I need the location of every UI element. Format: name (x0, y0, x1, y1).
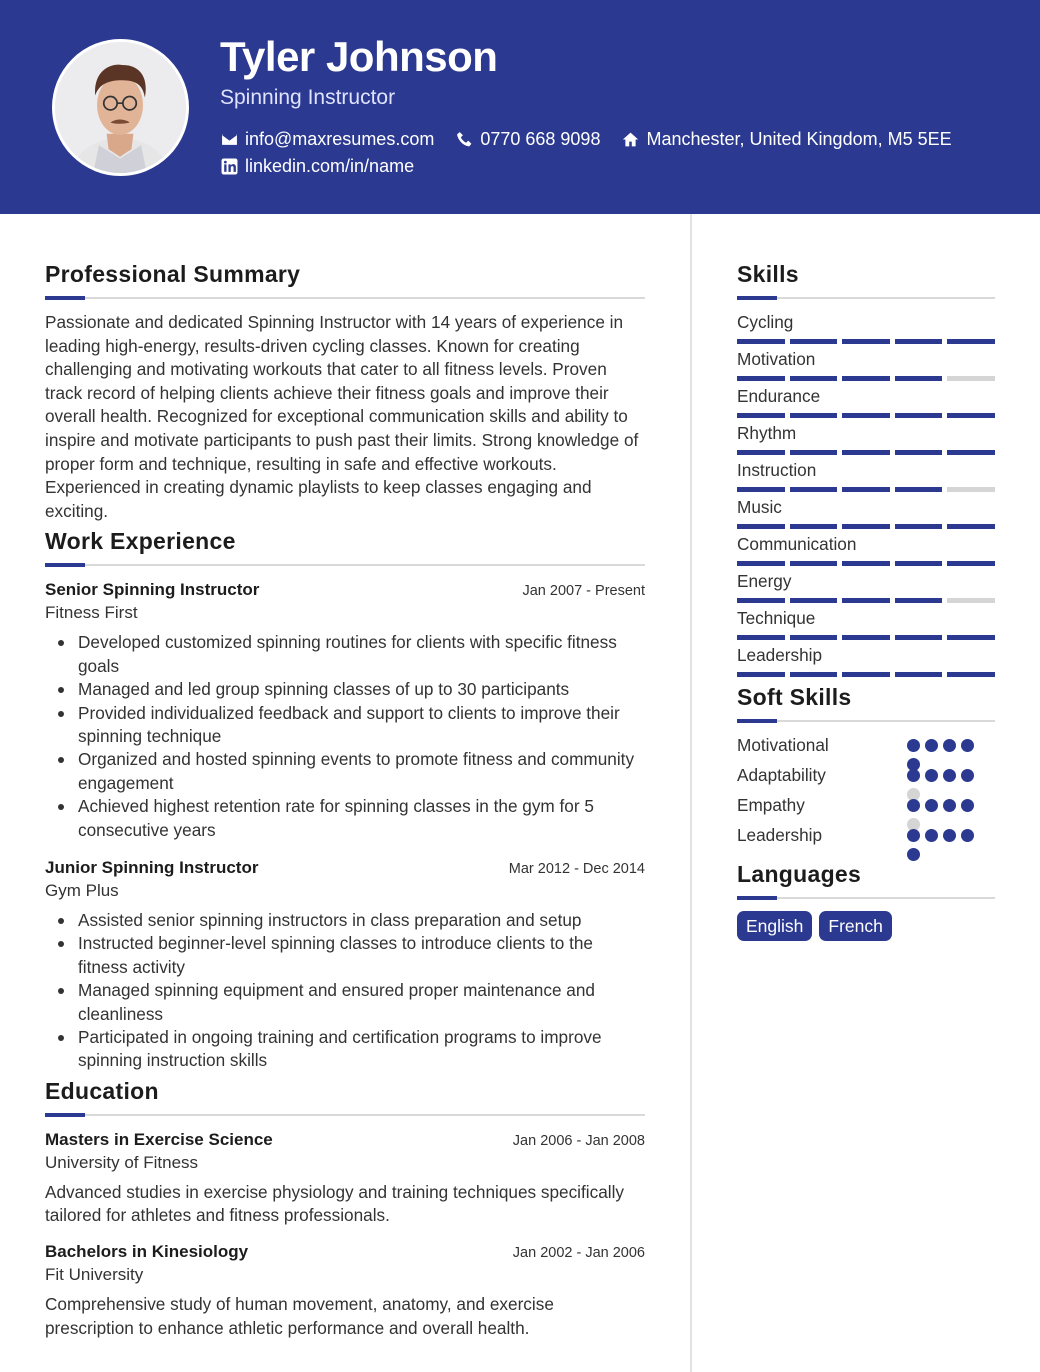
soft-skill-name: Adaptability (737, 765, 826, 785)
skill-item (737, 570, 995, 603)
skill-item (737, 644, 995, 677)
skill-level-segment (842, 672, 890, 677)
education-list (45, 1128, 645, 1340)
skill-level-segment (947, 450, 995, 455)
skill-name: Motivation (737, 349, 816, 369)
education-description: Advanced studies in exercise physiology and training techniques specifically tailored for athletes and fitness professionals. (45, 1181, 624, 1226)
education-degree: Masters in Exercise Science (45, 1129, 273, 1149)
language-badge: English (737, 911, 812, 941)
skill-level-segment (895, 524, 943, 529)
soft-skill-name: Empathy (737, 795, 805, 815)
experience-section (45, 525, 645, 1073)
soft-skill-name: Motivational (737, 735, 829, 755)
skill-level-segment (947, 376, 995, 381)
skill-level-segment (737, 598, 785, 603)
job-organization: Fitness First (45, 603, 138, 623)
education-heading: Education (45, 1077, 159, 1104)
skill-level-segment (842, 487, 890, 492)
skills-heading: Skills (737, 261, 799, 287)
bullet-item: Instructed beginner-level spinning classes to introduce clients to the fitness activity (78, 932, 645, 979)
rating-dot (943, 739, 956, 752)
skill-level-segment (842, 376, 890, 381)
skill-level-segment (790, 524, 838, 529)
profile-photo (52, 39, 189, 176)
skill-level-segment (737, 450, 785, 455)
skill-name: Instruction (737, 460, 817, 480)
rating-dot (943, 799, 956, 812)
rating-dot (943, 769, 956, 782)
skill-level-bar (737, 672, 995, 677)
soft-skills-list (737, 734, 995, 854)
education-school: University of Fitness (45, 1152, 199, 1172)
rating-dot (961, 769, 974, 782)
skill-name: Energy (737, 571, 792, 591)
skill-level-segment (790, 598, 838, 603)
phone-text: 0770 668 9098 (480, 129, 601, 149)
job-role: Senior Spinning Instructor (45, 580, 260, 600)
skill-level-segment (947, 339, 995, 344)
rating-dot (961, 739, 974, 752)
soft-skill-name: Leadership (737, 825, 823, 845)
skill-item (737, 385, 995, 418)
portrait-image (55, 42, 186, 173)
bullet-item: Organized and hosted spinning events to promote fitness and community engagement (78, 748, 645, 795)
skill-level-segment (790, 561, 838, 566)
skill-level-segment (947, 635, 995, 640)
skill-level-segment (737, 524, 785, 529)
skill-name: Cycling (737, 312, 794, 332)
candidate-name: Tyler Johnson (220, 33, 498, 80)
skill-level-segment (895, 561, 943, 566)
skill-level-bar (737, 524, 995, 529)
rating-dot (925, 799, 938, 812)
skill-level-segment (737, 376, 785, 381)
skill-level-segment (790, 672, 838, 677)
job-dates: Mar 2012 - Dec 2014 (508, 861, 645, 877)
skill-name: Communication (737, 534, 857, 554)
section-rule (45, 564, 645, 566)
skill-level-segment (737, 672, 785, 677)
skill-level-segment (790, 450, 838, 455)
rating-dot (925, 769, 938, 782)
skill-level-segment (895, 672, 943, 677)
skill-level-segment (790, 487, 838, 492)
jobs-list (45, 578, 645, 1073)
skill-level-segment (895, 487, 943, 492)
education-school: Fit University (45, 1265, 144, 1285)
rating-dot (907, 829, 920, 842)
skill-level-bar (737, 487, 995, 492)
job-header (45, 856, 645, 880)
skill-level-bar (737, 450, 995, 455)
skills-list (737, 311, 995, 677)
skill-level-segment (842, 339, 890, 344)
column-divider (690, 214, 692, 1372)
bullet-item: Managed spinning equipment and ensured proper maintenance and cleanliness (78, 979, 645, 1026)
bullet-item: Provided individualized feedback and support to clients to improve their spinning technique (78, 702, 645, 749)
job-role: Junior Spinning Instructor (45, 858, 259, 877)
skill-level-bar (737, 413, 995, 418)
email-text: info@maxresumes.com (245, 129, 435, 149)
rating-dot (925, 829, 938, 842)
skill-level-segment (790, 635, 838, 640)
soft-skill-item (737, 824, 995, 854)
skill-level-segment (842, 635, 890, 640)
education-entry (45, 1240, 645, 1340)
language-badge: French (819, 911, 891, 941)
skill-item (737, 422, 995, 455)
skill-name: Rhythm (737, 423, 797, 443)
soft-skills-heading: Soft Skills (737, 684, 852, 710)
email-contact[interactable] (221, 129, 434, 150)
skill-level-segment (737, 339, 785, 344)
section-rule (737, 897, 995, 899)
skill-name: Technique (737, 608, 816, 628)
section-rule (737, 297, 995, 299)
rating-dot (907, 739, 920, 752)
linkedin-text: linkedin.com/in/name (245, 156, 415, 176)
bullet-item: Assisted senior spinning instructors in class preparation and setup (78, 909, 645, 932)
skill-level-segment (895, 413, 943, 418)
skill-level-segment (947, 672, 995, 677)
education-dates: Jan 2002 - Jan 2006 (512, 1245, 645, 1262)
address-text: Manchester, United Kingdom, M5 5EE (646, 129, 952, 149)
skill-level-segment (895, 635, 943, 640)
skill-level-segment (895, 450, 943, 455)
skill-level-segment (737, 487, 785, 492)
skill-item (737, 496, 995, 529)
contact-line-2 (221, 156, 436, 177)
skill-level-segment (947, 524, 995, 529)
skill-item (737, 459, 995, 492)
section-rule (737, 720, 995, 722)
skill-level-segment (895, 376, 943, 381)
summary-section (45, 258, 645, 523)
skill-level-segment (947, 561, 995, 566)
main-column (45, 258, 645, 1340)
education-entry (45, 1128, 645, 1228)
rating-dot (907, 799, 920, 812)
skill-item (737, 533, 995, 566)
skill-name: Leadership (737, 645, 823, 665)
rating-dot (943, 829, 956, 842)
job-entry (45, 578, 645, 842)
summary-heading: Professional Summary (45, 261, 301, 287)
bullet-item: Participated in ongoing training and certification programs to improve spinning instruction skills (78, 1026, 645, 1073)
education-header (45, 1240, 645, 1264)
education-section (45, 1075, 645, 1340)
rating-dot (961, 799, 974, 812)
soft-skill-item (737, 794, 995, 824)
languages-section (737, 858, 995, 941)
bullet-item: Managed and led group spinning classes of up to 30 participants (78, 678, 645, 701)
rating-dot (925, 739, 938, 752)
resume-header (0, 0, 1040, 214)
skill-item (737, 311, 995, 344)
linkedin-icon (221, 158, 238, 175)
languages-heading: Languages (737, 861, 862, 887)
skill-name: Music (737, 497, 782, 517)
soft-skill-rating (907, 824, 982, 861)
phone-icon (456, 131, 473, 148)
skill-level-segment (790, 413, 838, 418)
skill-level-segment (842, 561, 890, 566)
job-organization: Gym Plus (45, 881, 119, 900)
skill-level-bar (737, 339, 995, 344)
summary-text: Passionate and dedicated Spinning Instructor with 14 years of experience in leading high-energy, results-driven cycling classes. Known for creating challenging and motivating workouts that cater to all fitness levels. Proven track record of helping clients achieve their fitness goals and improve their overall health. Recognized for exceptional communication skills and ability to inspire and motivate participants to push past their limits. Strong knowledge of proper form and technique, resulting in safe and effective workouts. Experienced in creating dynamic playlists to keep classes engaging and exciting. (45, 312, 639, 521)
bullet-item: Achieved highest retention rate for spinning classes in the gym for 5 consecutive years (78, 795, 645, 842)
education-dates: Jan 2006 - Jan 2008 (512, 1132, 645, 1149)
skill-name: Endurance (737, 386, 821, 406)
skill-item (737, 348, 995, 381)
contact-line-1 (221, 129, 974, 150)
education-header (45, 1128, 645, 1152)
experience-heading: Work Experience (45, 528, 236, 555)
linkedin-contact[interactable] (221, 156, 414, 177)
skill-level-bar (737, 561, 995, 566)
home-icon (622, 131, 639, 148)
skill-level-segment (947, 487, 995, 492)
skill-level-segment (947, 598, 995, 603)
skill-level-segment (947, 413, 995, 418)
skill-level-segment (895, 339, 943, 344)
languages-list (737, 911, 995, 941)
rating-dot (907, 769, 920, 782)
skills-section (737, 258, 995, 677)
skill-level-segment (842, 598, 890, 603)
address-contact (622, 129, 951, 150)
skill-item (737, 607, 995, 640)
skill-level-segment (842, 524, 890, 529)
job-header (45, 578, 645, 602)
education-degree: Bachelors in Kinesiology (45, 1242, 249, 1262)
skill-level-segment (737, 561, 785, 566)
skill-level-segment (895, 598, 943, 603)
skill-level-bar (737, 376, 995, 381)
job-entry (45, 856, 645, 1073)
skill-level-segment (790, 376, 838, 381)
candidate-title: Spinning Instructor (220, 86, 396, 109)
job-dates: Jan 2007 - Present (522, 583, 645, 600)
skill-level-segment (737, 413, 785, 418)
section-rule (45, 297, 645, 299)
skill-level-segment (842, 413, 890, 418)
bullet-item: Developed customized spinning routines for clients with specific fitness goals (78, 631, 645, 678)
section-rule (45, 1114, 645, 1116)
soft-skills-section (737, 681, 995, 854)
job-bullets (45, 909, 645, 1073)
soft-skill-item (737, 734, 995, 764)
skill-level-segment (790, 339, 838, 344)
skill-level-segment (737, 635, 785, 640)
skill-level-bar (737, 598, 995, 603)
skill-level-bar (737, 635, 995, 640)
job-bullets (45, 631, 645, 842)
rating-dot (961, 829, 974, 842)
envelope-icon (221, 131, 238, 148)
skill-level-segment (842, 450, 890, 455)
rating-dot (907, 848, 920, 861)
soft-skill-item (737, 764, 995, 794)
education-description: Comprehensive study of human movement, anatomy, and exercise prescription to enhance athletic performance and overall health. (45, 1294, 554, 1338)
phone-contact[interactable] (456, 129, 600, 150)
side-column (737, 258, 995, 941)
